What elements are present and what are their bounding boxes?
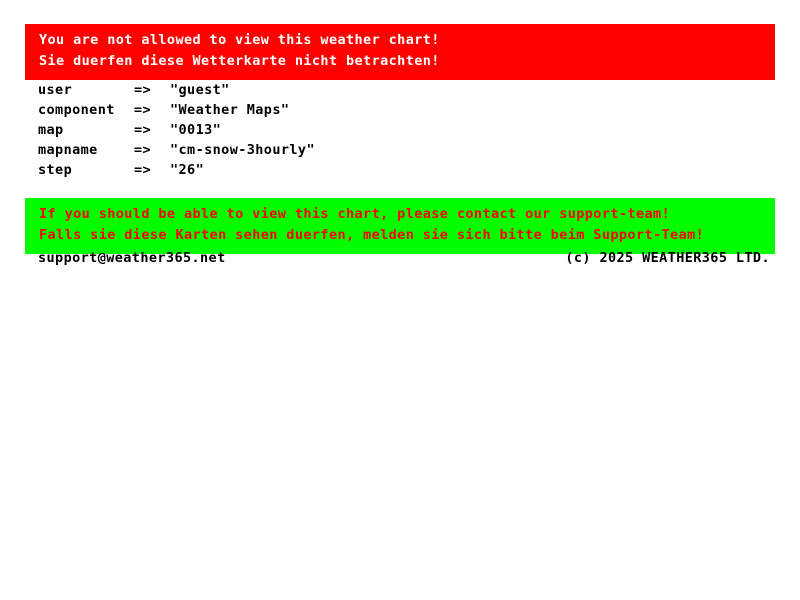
parameter-value-map: "0013" [170,122,222,138]
parameter-row-component [38,100,315,120]
parameter-arrow-step: => [134,162,152,178]
parameter-arrow-map: => [134,122,152,138]
parameter-key-map: map [38,122,64,138]
access-denied-text-en: You are not allowed to view this weather chart! [39,32,440,48]
parameter-value-component: "Weather Maps" [170,102,290,118]
parameter-key-component: component [38,102,115,118]
parameter-row-mapname [38,140,315,160]
request-parameters [38,80,315,180]
support-text-en: If you should be able to view this chart, please contact our support-team! [39,206,671,222]
support-text-de: Falls sie diese Karten sehen duerfen, melden sie sich bitte beim Support-Team! [39,227,705,243]
parameter-key-user: user [38,82,73,98]
access-denied-text-de: Sie duerfen diese Wetterkarte nicht betrachten! [39,53,440,69]
parameter-arrow-component: => [134,102,152,118]
parameter-row-step [38,160,315,180]
access-denied-banner [25,24,775,80]
parameter-row-map [38,120,315,140]
parameter-arrow-mapname: => [134,142,152,158]
parameter-key-step: step [38,162,73,178]
parameter-arrow-user: => [134,82,152,98]
support-banner [25,198,775,254]
support-email-link[interactable]: support@weather365.net [38,250,226,266]
parameter-key-mapname: mapname [38,142,98,158]
parameter-value-mapname: "cm-snow-3hourly" [170,142,315,158]
copyright-notice: (c) 2025 WEATHER365 LTD. [565,250,770,266]
page-footer [38,250,770,266]
parameter-value-user: "guest" [170,82,230,98]
parameter-value-step: "26" [170,162,205,178]
parameter-row-user [38,80,315,100]
